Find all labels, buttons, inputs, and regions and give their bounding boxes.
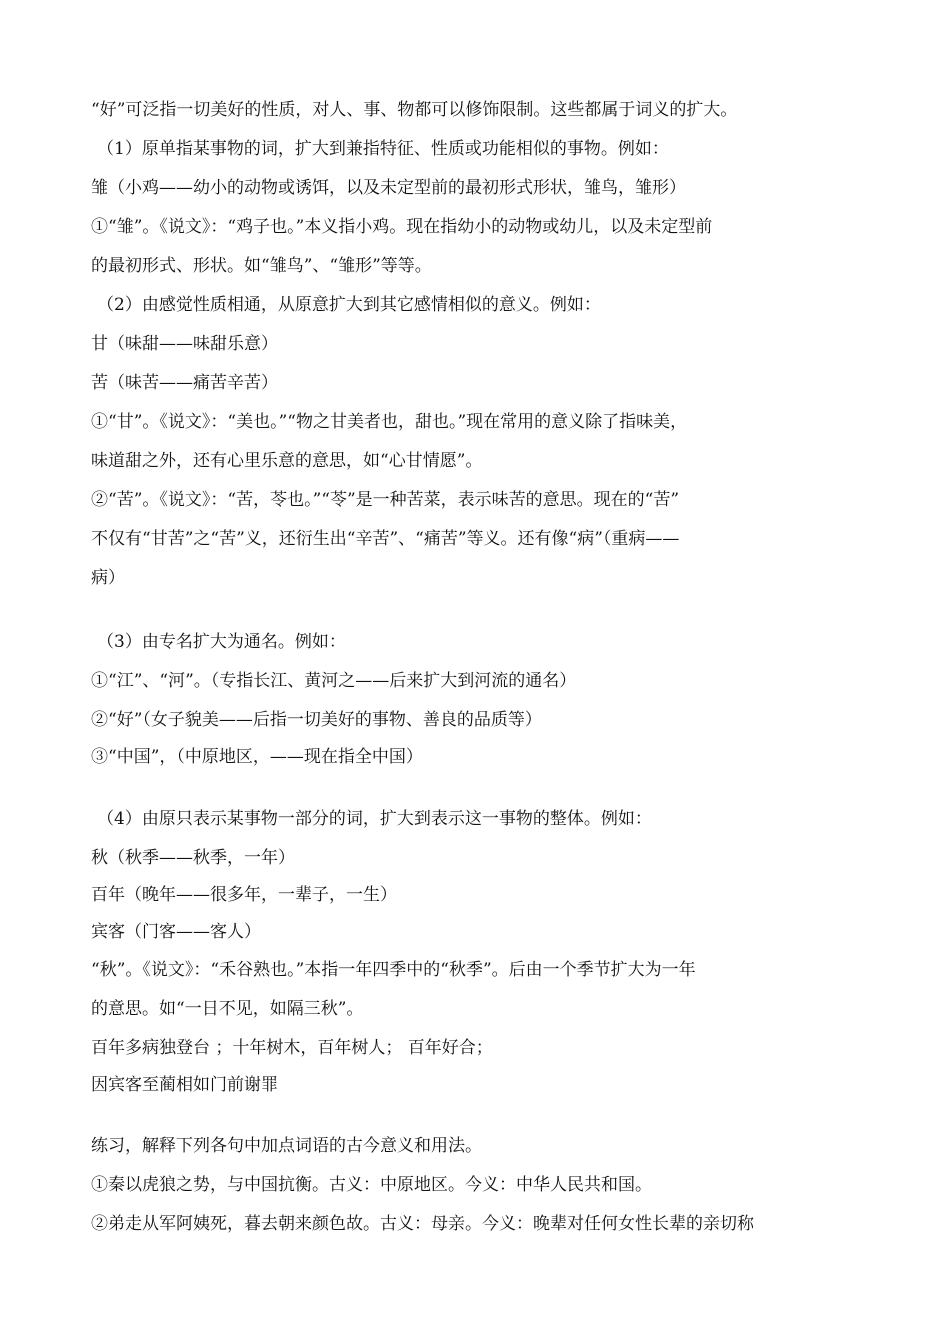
exercise-heading: 练习，解释下列各句中加点词语的古今意义和用法。	[91, 1136, 482, 1156]
text-line: ①“雏”。《说文》：“鸡子也。”本义指小鸡。现在指幼小的动物或幼儿，以及未定型前	[91, 217, 713, 237]
text-line: ③“中国”，（中原地区，——现在指全中国）	[91, 747, 423, 767]
section-heading-4: （4）由原只表示某事物一部分的词，扩大到表示这一事物的整体。例如：	[97, 809, 652, 829]
text-line: ②“好”（女子貌美——后指一切美好的事物、善良的品质等）	[91, 710, 542, 730]
text-line: “好”可泛指一切美好的性质，对人、事、物都可以修饰限制。这些都属于词义的扩大。	[91, 100, 738, 120]
text-line: 雏（小鸡——幼小的动物或诱饵，以及未定型前的最初形式形状，雏鸟，雏形）	[91, 178, 686, 198]
text-line: ②“苦”。《说文》：“苦，苓也。”“苓”是一种苦菜，表示味苦的意思。现在的“苦”	[91, 490, 680, 510]
text-line: 百年（晚年——很多年，一辈子，一生）	[91, 885, 397, 905]
text-line: 甘（味甜——味甜乐意）	[91, 334, 278, 354]
text-line: 因宾客至蔺相如门前谢罪	[91, 1075, 278, 1095]
section-heading-1: （1）原单指某事物的词，扩大到兼指特征、性质或功能相似的事物。例如：	[97, 139, 669, 159]
text-line: “秋”。《说文》：“禾谷熟也。”本指一年四季中的“秋季”。后由一个季节扩大为一年	[91, 960, 696, 980]
text-line: 宾客（门客——客人）	[91, 922, 261, 942]
text-line: 秋（秋季——秋季，一年）	[91, 848, 295, 868]
text-line: ①“甘”。《说文》：“美也。”“物之甘美者也，甜也。”现在常用的意义除了指味美，	[91, 412, 688, 432]
text-line: 病）	[91, 568, 125, 588]
section-heading-2: （2）由感觉性质相通，从原意扩大到其它感情相似的意义。例如：	[97, 295, 601, 315]
text-line: 的最初形式、形状。如“雏鸟”、“雏形”等等。	[91, 256, 432, 276]
text-line: ②弟走从军阿姨死，暮去朝来颜色故。古义：母亲。今义：晚辈对任何女性长辈的亲切称	[91, 1214, 754, 1234]
section-heading-3: （3）由专名扩大为通名。例如：	[97, 632, 346, 652]
text-line: 味道甜之外，还有心里乐意的意思，如“心甘情愿”。	[91, 451, 483, 471]
text-line: 不仅有“甘苦”之“苦”义，还衍生出“辛苦”、“痛苦”等义。还有像“病”（重病——	[91, 529, 680, 549]
text-line: 苦（味苦——痛苦辛苦）	[91, 373, 278, 393]
text-line: ①“江”、“河”。（专指长江、黄河之——后来扩大到河流的通名）	[91, 671, 577, 691]
text-line: 百年多病独登台 ；十年树木，百年树人； 百年好合；	[91, 1038, 493, 1058]
text-line: 的意思。如“一日不见，如隔三秋”。	[91, 999, 364, 1019]
text-line: ①秦以虎狼之势，与中国抗衡。古义：中原地区。今义：中华人民共和国。	[91, 1175, 652, 1195]
